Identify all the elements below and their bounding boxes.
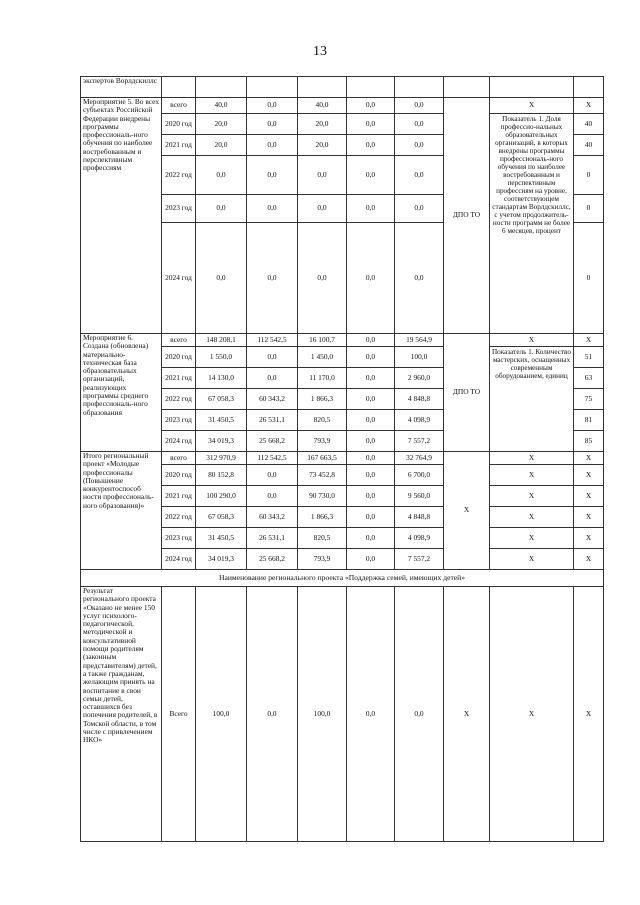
table-cell: 0,0	[247, 465, 298, 486]
empty-cell	[298, 77, 347, 98]
table-cell: X	[444, 587, 490, 842]
table-cell: 100,0	[196, 587, 247, 842]
table-cell: 0,0	[395, 587, 444, 842]
table-cell: X	[490, 465, 574, 486]
table-cell: 60 343,2	[247, 507, 298, 528]
table-cell: 1 450,0	[298, 347, 347, 368]
table-cell: 25 668,2	[247, 431, 298, 452]
table-cell: 793,9	[298, 549, 347, 570]
table-cell: 0,0	[347, 334, 395, 347]
table-cell: всего	[162, 98, 196, 114]
empty-cell	[347, 77, 395, 98]
table-cell: 32 764,9	[395, 452, 444, 465]
table-cell: 2021 год	[162, 135, 196, 156]
table-cell: 2022 год	[162, 507, 196, 528]
table-cell: 0,0	[347, 156, 395, 195]
table-cell: всего	[162, 334, 196, 347]
table-cell: 0,0	[347, 549, 395, 570]
table-cell: 90 730,0	[298, 486, 347, 507]
table-cell: 4 848,8	[395, 389, 444, 410]
table-cell: 4 098,9	[395, 528, 444, 549]
table-cell: 0,0	[347, 389, 395, 410]
table-cell: 0,0	[347, 98, 395, 114]
table-cell: 1 550,0	[196, 347, 247, 368]
table-cell: 0,0	[395, 195, 444, 223]
empty-cell	[247, 77, 298, 98]
table-cell: 0,0	[196, 195, 247, 223]
table-cell: 0,0	[347, 452, 395, 465]
section-caption-row	[81, 570, 604, 587]
table-cell: 0,0	[347, 347, 395, 368]
total-name: Итого региональный проект «Молодые профессионалы (Повышение конкурентоспособ ности профессиональ-ного образования)»	[81, 452, 162, 570]
table-cell: 0,0	[347, 114, 395, 135]
table-cell: X	[574, 549, 604, 570]
table-cell: 2023 год	[162, 195, 196, 223]
table-cell: 820,5	[298, 410, 347, 431]
table-cell: 40,0	[298, 98, 347, 114]
table-cell: 100,0	[395, 347, 444, 368]
table-cell: 26 531,1	[247, 528, 298, 549]
table-cell: 1 866,3	[298, 507, 347, 528]
table-cell: 0,0	[196, 156, 247, 195]
table-cell: X	[490, 549, 574, 570]
m6-name: Мероприятие 6. Создана (обновлена) материально-техническая база образовательных организаций, реализующих программы среднего профессиональ-ного образования	[81, 334, 162, 452]
table-cell: 2024 год	[162, 223, 196, 334]
table-cell: 2020 год	[162, 347, 196, 368]
empty-cell	[444, 77, 490, 98]
table-cell: X	[490, 486, 574, 507]
table-cell: 20,0	[196, 135, 247, 156]
table-cell: 820,5	[298, 528, 347, 549]
table-cell: 0,0	[247, 135, 298, 156]
table-cell: 148 208,1	[196, 334, 247, 347]
table-cell: 0,0	[347, 195, 395, 223]
table-cell: 4 848,8	[395, 507, 444, 528]
table-cell: 0,0	[298, 223, 347, 334]
result-name: Результат регионального проекта «Оказано не менее 150 услуг психолого-педагогической, методической и консультативной помощи родителям (законным представителям) детей, а также гражданам, желающим принять на воспитание в свои семьи детей, оставшихся без попечения родителей, в Томской области, в том числе с привлечением НКО»	[81, 587, 162, 842]
table-cell: X	[574, 334, 604, 347]
table-cell: 67 058,3	[196, 389, 247, 410]
table-cell: 25 668,2	[247, 549, 298, 570]
prev-row-name: экспертов Ворлдскиллс	[81, 77, 162, 98]
table-cell: 2022 год	[162, 156, 196, 195]
table-cell: 0,0	[347, 465, 395, 486]
table-cell: 75	[574, 389, 604, 410]
table-cell: 2022 год	[162, 389, 196, 410]
table-cell: 0	[574, 223, 604, 334]
table-cell: 100 290,0	[196, 486, 247, 507]
empty-cell	[395, 77, 444, 98]
table-cell: 0,0	[347, 507, 395, 528]
table-cell: 2021 год	[162, 486, 196, 507]
table-cell: 1 866,3	[298, 389, 347, 410]
table-cell: X	[574, 528, 604, 549]
table-cell: 0,0	[247, 347, 298, 368]
table-cell: 0,0	[247, 368, 298, 389]
table-cell: 81	[574, 410, 604, 431]
table-cell: 2020 год	[162, 114, 196, 135]
table-cell: 0,0	[347, 410, 395, 431]
table-cell: 0,0	[247, 114, 298, 135]
table-cell: 85	[574, 431, 604, 452]
table-cell: X	[574, 465, 604, 486]
table-cell: 9 560,0	[395, 486, 444, 507]
table-cell: 34 019,3	[196, 549, 247, 570]
table-cell: 112 542,5	[247, 452, 298, 465]
empty-cell	[196, 77, 247, 98]
table-cell: 6 700,0	[395, 465, 444, 486]
table-cell: 0,0	[347, 223, 395, 334]
table-cell: 0,0	[247, 156, 298, 195]
table-cell: 40	[574, 114, 604, 135]
table-cell: X	[490, 528, 574, 549]
table-cell: 20,0	[298, 114, 347, 135]
table-cell: X	[490, 587, 574, 842]
table-cell: 19 564,9	[395, 334, 444, 347]
table-cell: 112 542,5	[247, 334, 298, 347]
table-cell: 34 019,3	[196, 431, 247, 452]
table-cell: 20,0	[196, 114, 247, 135]
budget-table	[80, 76, 604, 842]
table-cell: 60 343,2	[247, 389, 298, 410]
table-cell: 0	[574, 195, 604, 223]
table-cell: всего	[162, 452, 196, 465]
table-cell: 0,0	[395, 114, 444, 135]
table-cell: X	[574, 507, 604, 528]
total-executor: X	[444, 452, 490, 570]
table-cell: 4 098,9	[395, 410, 444, 431]
table-cell: 31 450,5	[196, 410, 247, 431]
table-cell: 0,0	[347, 431, 395, 452]
table-cell: 0,0	[298, 156, 347, 195]
table-cell: 2024 год	[162, 431, 196, 452]
table-cell: 0,0	[196, 223, 247, 334]
table-cell: 0,0	[247, 486, 298, 507]
table-cell: 20,0	[298, 135, 347, 156]
table-cell: X	[490, 334, 574, 347]
table-cell: 2023 год	[162, 528, 196, 549]
table-cell: 312 970,9	[196, 452, 247, 465]
table-cell: 0,0	[395, 135, 444, 156]
table-cell: 51	[574, 347, 604, 368]
m6-row	[81, 334, 604, 347]
page-number: 13	[313, 44, 327, 59]
table-cell: X	[574, 98, 604, 114]
table-cell: 2023 год	[162, 410, 196, 431]
result-row	[81, 587, 604, 842]
empty-cell	[490, 77, 574, 98]
m5-name: Мероприятие 5. Во всех субъектах Российской Федерации внедрены программы профессиональ-ного обучения по наиболее востребованным и перспективным профессиям	[81, 98, 162, 334]
table-cell: X	[574, 486, 604, 507]
table-cell: 26 531,1	[247, 410, 298, 431]
m5-row	[81, 98, 604, 114]
section-caption: Наименование регионального проекта «Поддержка семей, имеющих детей»	[81, 570, 604, 587]
table-cell: 11 170,0	[298, 368, 347, 389]
m5-executor: ДПО ТО	[444, 98, 490, 334]
table-cell: 63	[574, 368, 604, 389]
table-cell: Всего	[162, 587, 196, 842]
table-cell: 7 557,2	[395, 431, 444, 452]
prev-row	[81, 77, 604, 98]
table-cell: 31 450,5	[196, 528, 247, 549]
table-cell: 0,0	[298, 195, 347, 223]
table-cell: 100,0	[298, 587, 347, 842]
m5-indicator: Показатель 1. Доля профессио-нальных образовательных организаций, в которых внедрены программы профессиональ-ного обучения по наиболее востребованным и перспективным профессиям на уровне, соответствующем стандартам Ворлдскиллс, с учетом продолжитель-ности программ не более 6 месяцев, процент	[490, 114, 574, 334]
table-cell: 0,0	[247, 223, 298, 334]
table-cell: 16 100,7	[298, 334, 347, 347]
table-cell: 167 663,5	[298, 452, 347, 465]
table-cell: 0,0	[395, 223, 444, 334]
table-cell: 0,0	[347, 528, 395, 549]
table-cell: 2020 год	[162, 465, 196, 486]
table-cell: X	[490, 98, 574, 114]
table-cell: X	[574, 587, 604, 842]
table-cell: 0	[574, 156, 604, 195]
table-cell: 40,0	[196, 98, 247, 114]
empty-cell	[574, 77, 604, 98]
table-cell: 0,0	[247, 195, 298, 223]
total-row	[81, 452, 604, 465]
table-cell: 73 452,8	[298, 465, 347, 486]
table-cell: 0,0	[395, 156, 444, 195]
table-cell: 80 152,8	[196, 465, 247, 486]
table-cell: 40	[574, 135, 604, 156]
table-cell: 793,9	[298, 431, 347, 452]
table-cell: 0,0	[347, 486, 395, 507]
table-cell: 0,0	[347, 135, 395, 156]
empty-cell	[162, 77, 196, 98]
table-cell: 2024 год	[162, 549, 196, 570]
table-cell: 0,0	[347, 587, 395, 842]
table-cell: X	[574, 452, 604, 465]
table-cell: 0,0	[247, 587, 298, 842]
table-cell: 2021 год	[162, 368, 196, 389]
table-cell: 67 058,3	[196, 507, 247, 528]
table-cell: 2 960,0	[395, 368, 444, 389]
m6-executor: ДПО ТО	[444, 334, 490, 452]
table-cell: 0,0	[395, 98, 444, 114]
table-cell: 0,0	[347, 368, 395, 389]
table-cell: 0,0	[247, 98, 298, 114]
table-cell: 14 130,0	[196, 368, 247, 389]
table-cell: X	[490, 452, 574, 465]
m6-indicator: Показатель 1. Количество мастерских, оснащенных современным оборудованием, единиц	[490, 347, 574, 452]
table-cell: X	[490, 507, 574, 528]
table-cell: 7 557,2	[395, 549, 444, 570]
